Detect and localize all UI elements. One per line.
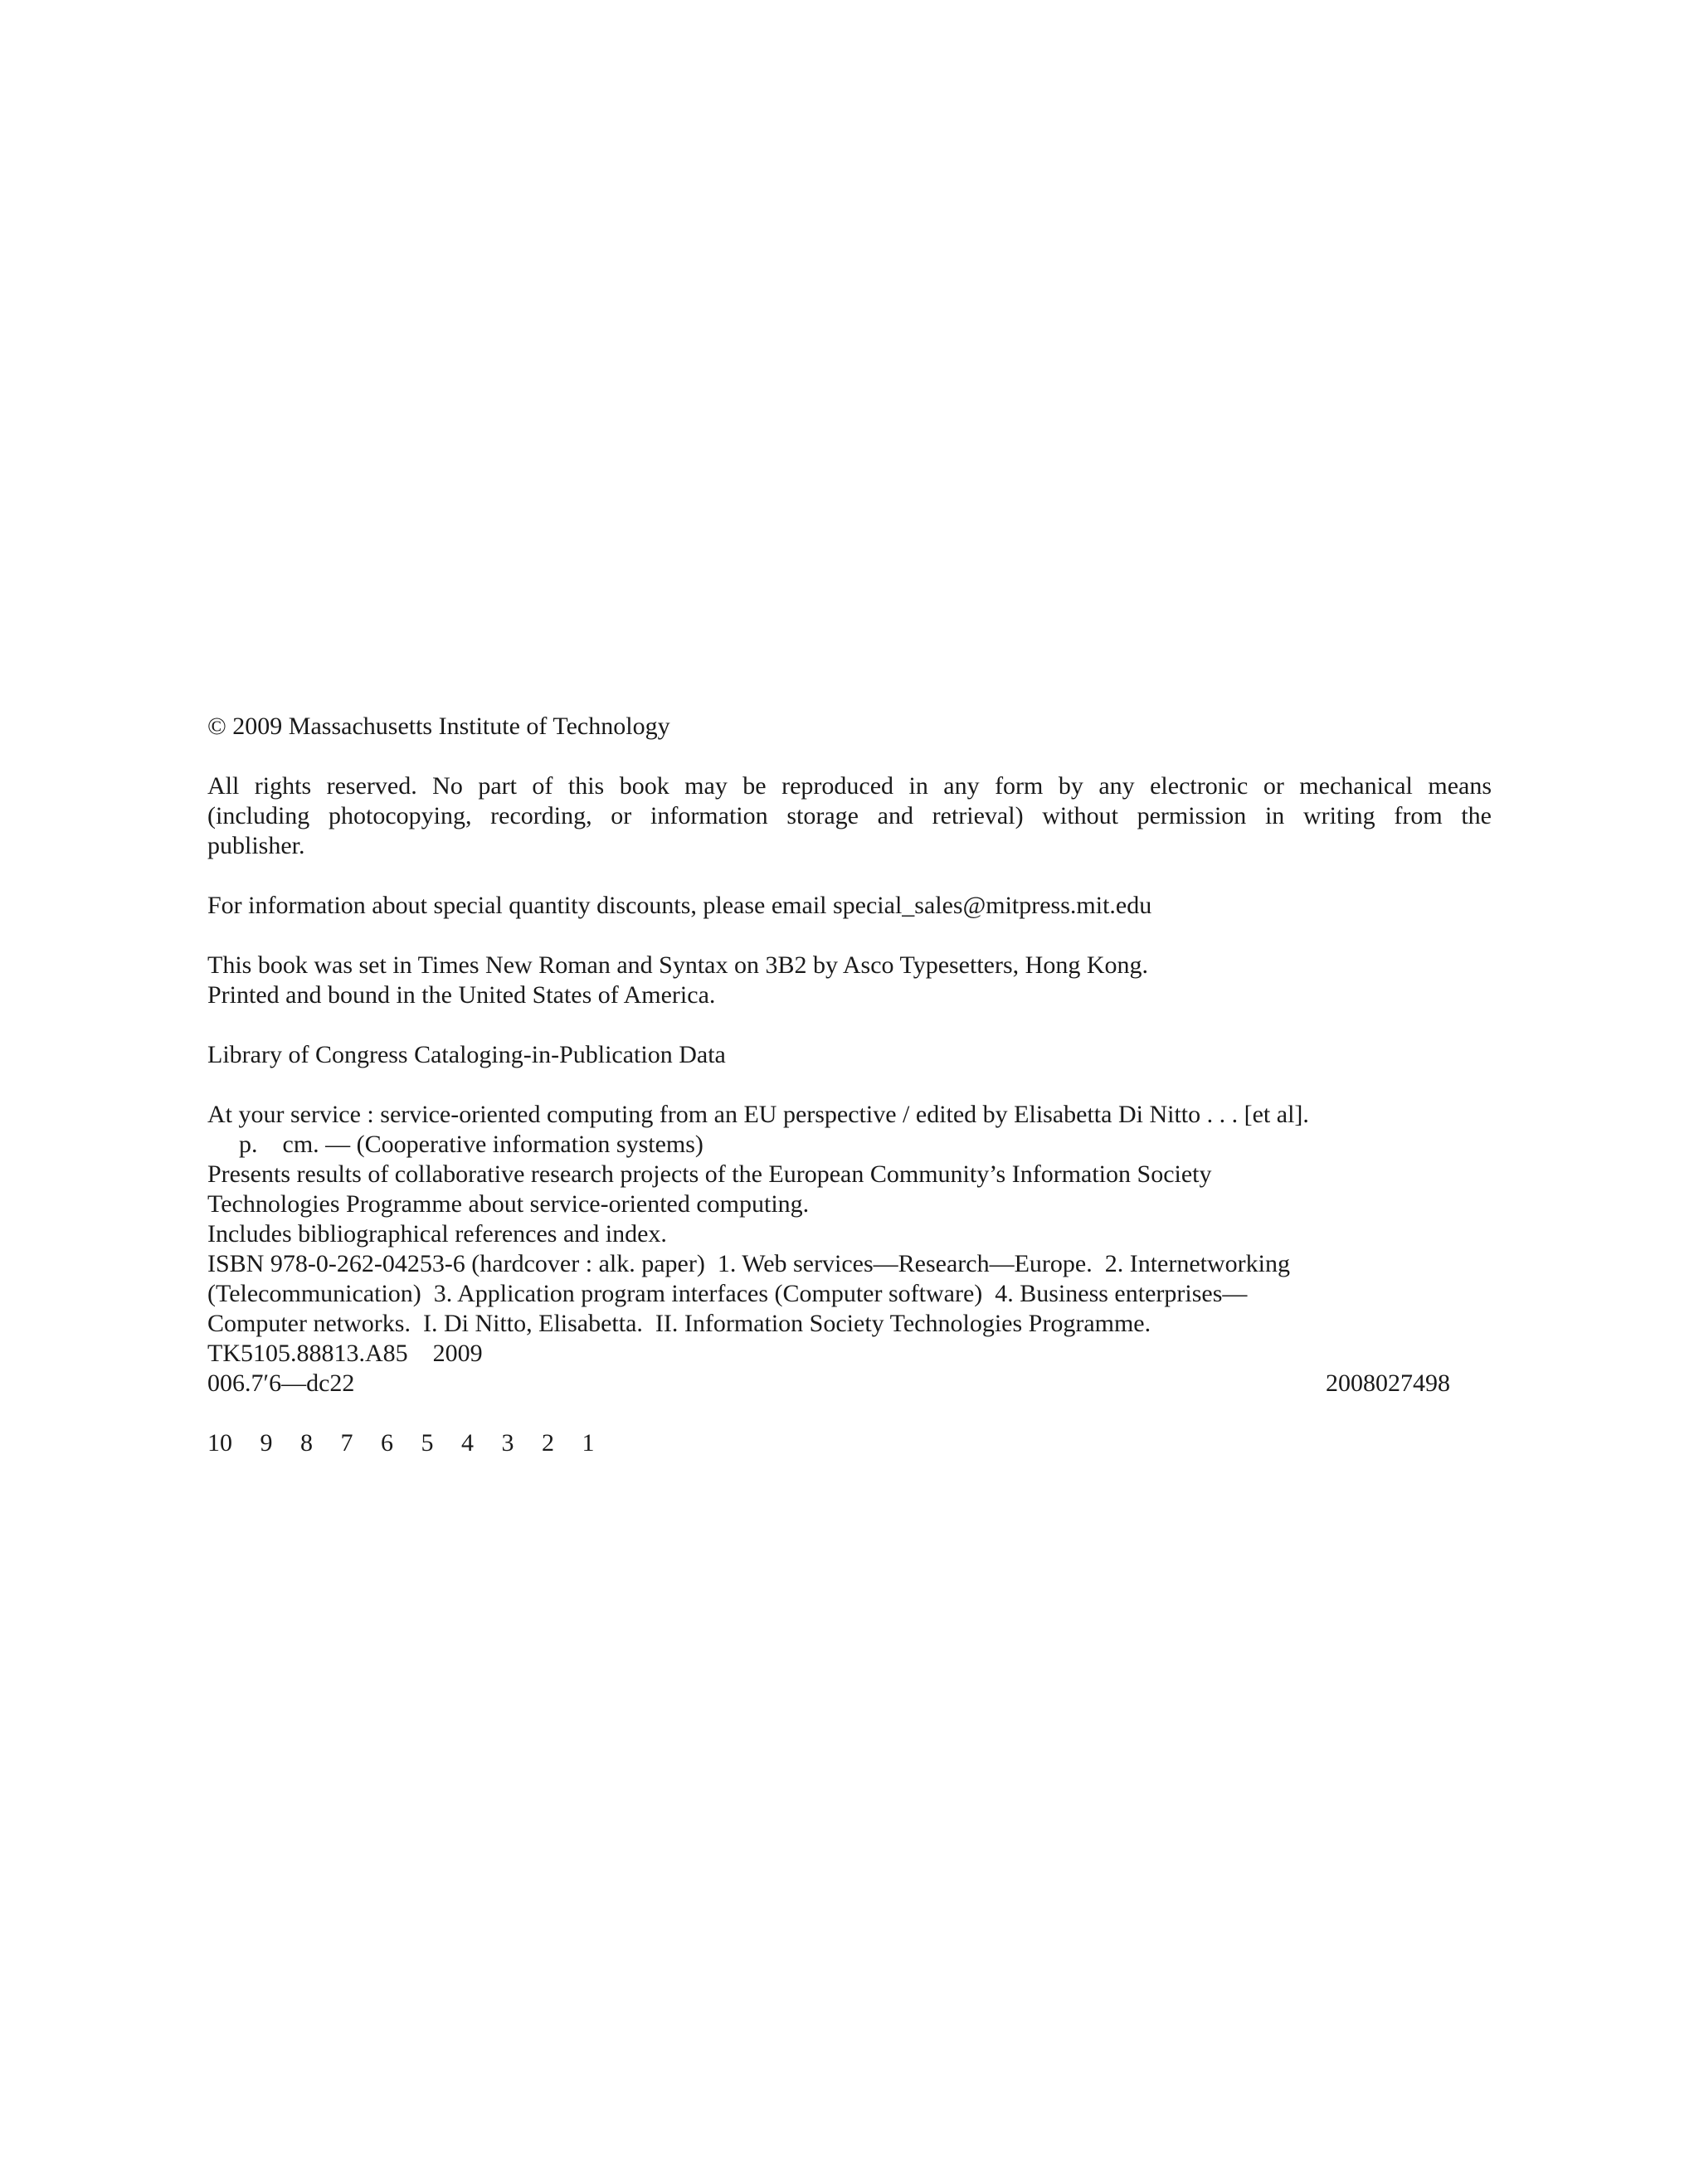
cip-record — [207, 1100, 1492, 1398]
print-number: 7 — [340, 1429, 353, 1457]
cip-series-line: p. cm. — (Cooperative information systems) — [239, 1131, 703, 1158]
cip-heading — [207, 1040, 1492, 1070]
typesetting-line: This book was set in Times New Roman and Syntax on 3B2 by Asco Typesetters, Hong Kong. — [207, 951, 1148, 979]
print-line — [207, 1428, 1492, 1458]
copyright-line: © 2009 Massachusetts Institute of Technology — [207, 713, 670, 740]
rights-paragraph — [207, 771, 1492, 861]
rights-line: publisher. — [207, 832, 305, 859]
cip-bibliography-line: Includes bibliographical references and index. — [207, 1220, 667, 1248]
cip-description-line: Technologies Programme about service-oriented computing. — [207, 1190, 810, 1218]
special-sales-line: For information about special quantity discounts, please email special_sales@mitpress.mit.edu — [207, 892, 1152, 919]
printing-line: Printed and bound in the United States of America. — [207, 981, 716, 1009]
print-number: 9 — [260, 1429, 273, 1457]
print-number: 3 — [501, 1429, 514, 1457]
print-number: 10 — [207, 1429, 232, 1457]
typesetting-paragraph — [207, 951, 1492, 1010]
print-number: 1 — [582, 1429, 595, 1457]
print-number: 5 — [421, 1429, 434, 1457]
cip-lccn: 2008027498 — [1326, 1369, 1450, 1397]
print-number: 2 — [542, 1429, 554, 1457]
special-sales-paragraph — [207, 891, 1492, 921]
copyright-text-block — [207, 712, 1492, 1458]
cip-subject-line: (Telecommunication) 3. Application program interfaces (Computer software) 4. Business enterprises— — [207, 1280, 1248, 1307]
cip-subject-line: Computer networks. I. Di Nitto, Elisabetta. II. Information Society Technologies Programme. — [207, 1310, 1151, 1337]
rights-line: All rights reserved. No part of this book may be reproduced in any form by any electronic or mechanical means — [207, 772, 1492, 800]
copyright-notice — [207, 712, 1492, 742]
print-number: 6 — [381, 1429, 393, 1457]
cip-dewey-row — [207, 1369, 1450, 1398]
cip-classification-line: TK5105.88813.A85 2009 — [207, 1340, 483, 1367]
cip-heading-line: Library of Congress Cataloging-in-Publication Data — [207, 1041, 726, 1068]
print-number: 4 — [461, 1429, 474, 1457]
rights-line: (including photocopying, recording, or information storage and retrieval) without permission in writing from the — [207, 802, 1492, 829]
cip-title-line: At your service : service-oriented computing from an EU perspective / edited by Elisabetta Di Nitto . . . [et al]. — [207, 1101, 1309, 1128]
print-number: 8 — [300, 1429, 313, 1457]
cip-dewey: 006.7′6—dc22 — [207, 1369, 355, 1397]
cip-isbn-line: ISBN 978-0-262-04253-6 (hardcover : alk. paper) 1. Web services—Research—Europe. 2. Internetworking — [207, 1250, 1290, 1277]
cip-description-line: Presents results of collaborative research projects of the European Community’s Information Society — [207, 1160, 1212, 1188]
